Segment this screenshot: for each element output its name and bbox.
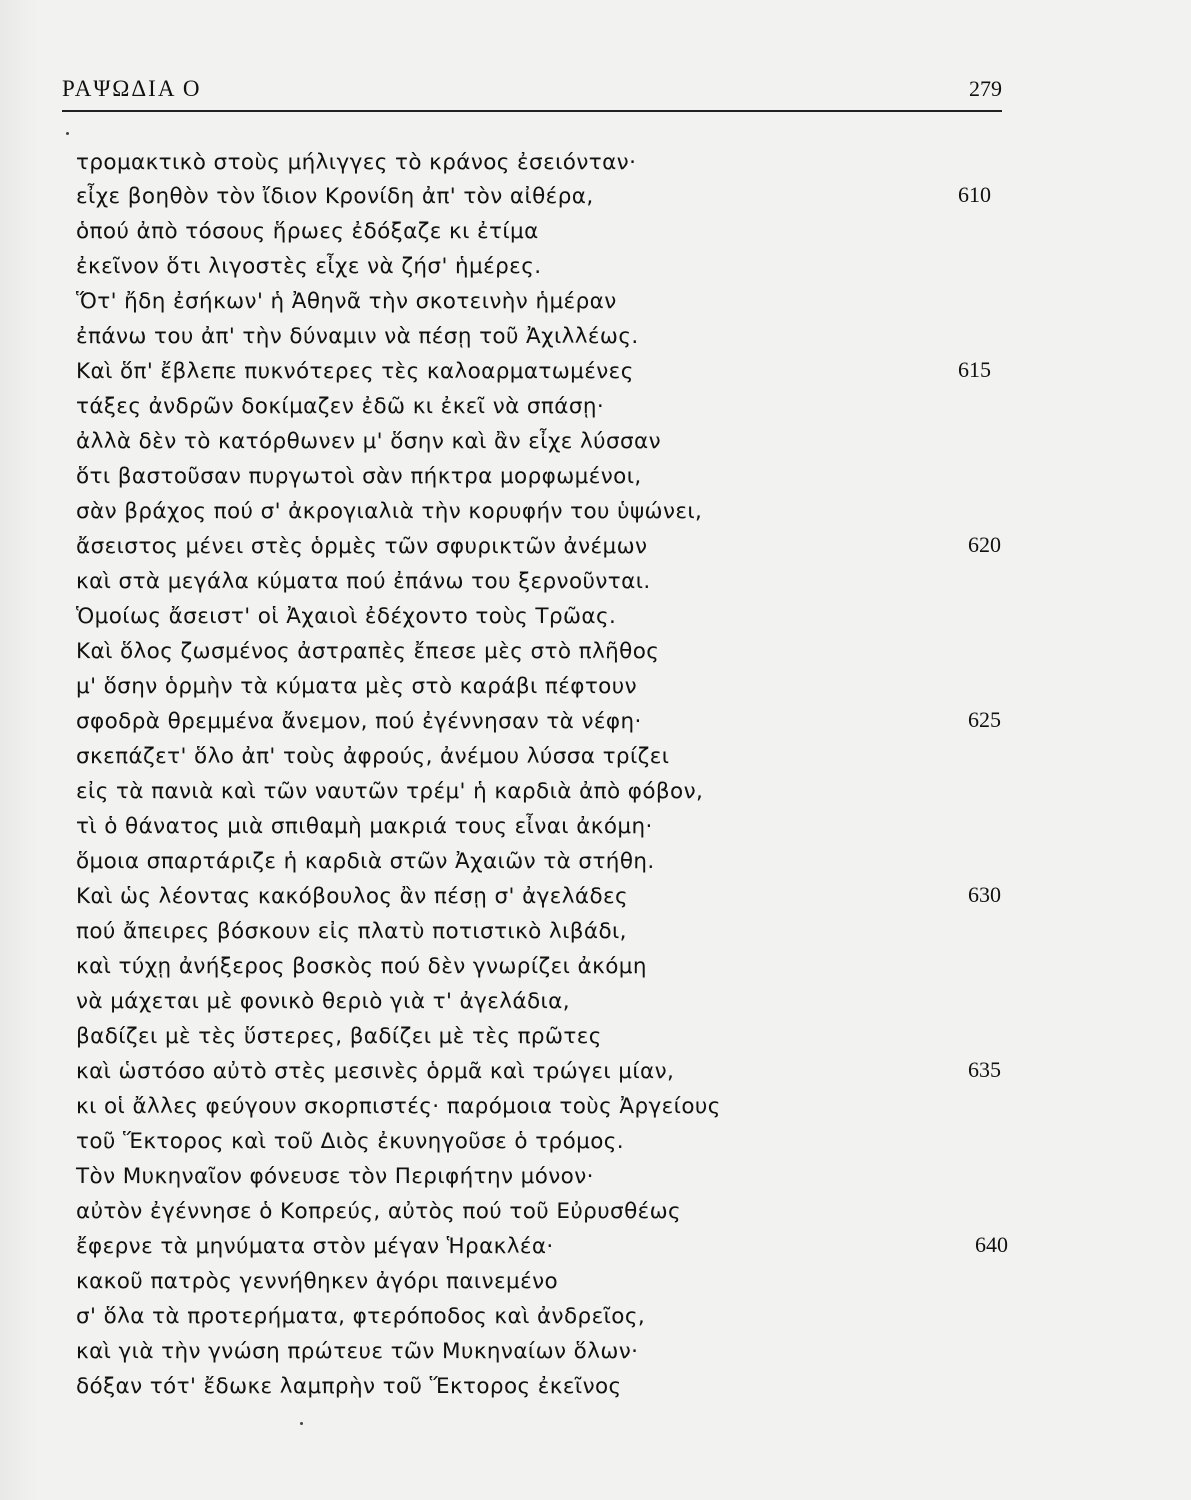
verse-line: δόξαν τότ' ἔδωκε λαμπρὴν τοῦ Ἕκτορος ἐκεῖνος xyxy=(76,1374,622,1399)
verse-line: ὁπού ἀπὸ τόσους ἥρωες ἐδόξαζε κι ἐτίμα xyxy=(76,219,539,244)
verse-line: αὐτὸν ἐγέννησε ὁ Κοπρεύς, αὐτὸς πού τοῦ Εὐρυσθέως xyxy=(76,1199,682,1224)
verse-line: καὶ ὡστόσο αὐτὸ στὲς μεσινὲς ὁρμᾶ καὶ τρώγει μίαν, xyxy=(76,1059,675,1084)
verse-line: ὅμοια σπαρτάριζε ἡ καρδιὰ στῶν Ἀχαιῶν τὰ στήθη. xyxy=(76,849,655,874)
verse-line: σκεπάζετ' ὅλο ἀπ' τοὺς ἀφρούς, ἀνέμου λύσσα τρίζει xyxy=(76,744,670,769)
verse-line: τρομακτικὸ στοὺς μήλιγγες τὸ κράνος ἐσειόνταν· xyxy=(76,150,637,175)
verse-line: καὶ στὰ μεγάλα κύματα πού ἐπάνω του ξερνοῦνται. xyxy=(76,569,651,594)
verse-line: Ὁμοίως ἄσειστ' οἱ Ἀχαιοὶ ἐδέχοντο τοὺς Τρῶας. xyxy=(76,604,617,629)
verse-line: κακοῦ πατρὸς γεννήθηκεν ἀγόρι παινεμένο xyxy=(76,1269,559,1294)
line-number: 635 xyxy=(968,1057,1001,1082)
verse-line: εἶχε βοηθὸν τὸν ἴδιον Κρονίδη ἀπ' τὸν αἰθέρα, xyxy=(76,184,594,209)
verse-line: τοῦ Ἕκτορος καὶ τοῦ Διὸς ἐκυνηγοῦσε ὁ τρόμος. xyxy=(76,1129,625,1154)
verse-line: ἀλλὰ δὲν τὸ κατόρθωνεν μ' ὅσην καὶ ἂν εἶχε λύσσαν xyxy=(76,429,662,454)
line-number: 630 xyxy=(968,882,1001,907)
verse-line: τάξες ἀνδρῶν δοκίμαζεν ἐδῶ κι ἐκεῖ νὰ σπάσῃ· xyxy=(76,394,605,419)
verse-line: Καὶ ὅπ' ἔβλεπε πυκνότερες τὲς καλοαρματωμένες xyxy=(76,359,634,384)
verse-line: σὰν βράχος πού σ' ἀκρογιαλιὰ τὴν κορυφήν του ὑψώνει, xyxy=(76,499,703,524)
verse-line: ἐκεῖνον ὅτι λιγοστὲς εἶχε νὰ ζήσ' ἡμέρες. xyxy=(76,254,542,279)
line-number: 625 xyxy=(968,707,1001,732)
verse-line: καὶ γιὰ τὴν γνώση πρώτευε τῶν Μυκηναίων ὅλων· xyxy=(76,1339,639,1364)
verse-line: ὅτι βαστοῦσαν πυργωτοὶ σὰν πήκτρα μορφωμένοι, xyxy=(76,464,642,489)
running-head: ΡΑΨΩΔΙΑ Ο xyxy=(62,76,202,101)
verse-line: σφοδρὰ θρεμμένα ἄνεμον, πού ἐγέννησαν τὰ νέφη· xyxy=(76,709,642,734)
verse-line: Ὅτ' ἤδη ἐσήκων' ἡ Ἀθηνᾶ τὴν σκοτεινὴν ἡμέραν xyxy=(76,289,617,314)
verse-line: ἔφερνε τὰ μηνύματα στὸν μέγαν Ἡρακλέα· xyxy=(76,1234,554,1259)
line-number: 610 xyxy=(958,182,991,207)
verse-line: ἐπάνω του ἀπ' τὴν δύναμιν νὰ πέσῃ τοῦ Ἀχιλλέως. xyxy=(76,324,639,349)
verse-line: βαδίζει μὲ τὲς ὕστερες, βαδίζει μὲ τὲς πρῶτες xyxy=(76,1024,602,1049)
line-number: 615 xyxy=(958,357,991,382)
verse-line: εἰς τὰ πανιὰ καὶ τῶν ναυτῶν τρέμ' ἡ καρδιὰ ἀπὸ φόβον, xyxy=(76,779,704,804)
verse-line: πού ἄπειρες βόσκουν εἰς πλατὺ ποτιστικὸ λιβάδι, xyxy=(76,919,627,944)
verse-line: τὶ ὁ θάνατος μιὰ σπιθαμὴ μακριά τους εἶναι ἀκόμη· xyxy=(76,814,653,839)
verse-line: μ' ὅσην ὁρμὴν τὰ κύματα μὲς στὸ καράβι πέφτουν xyxy=(76,674,637,699)
ink-speck xyxy=(300,1422,303,1425)
verse-line: νὰ μάχεται μὲ φονικὸ θεριὸ γιὰ τ' ἀγελάδια, xyxy=(76,989,570,1014)
verse-line: σ' ὅλα τὰ προτερήματα, φτερόποδος καὶ ἀνδρεῖος, xyxy=(76,1304,646,1329)
line-number: 640 xyxy=(975,1232,1008,1257)
verse-line: καὶ τύχῃ ἀνήξερος βοσκὸς πού δὲν γνωρίζει ἀκόμη xyxy=(76,954,647,979)
verse-line: ἄσειστος μένει στὲς ὁρμὲς τῶν σφυρικτῶν ἀνέμων xyxy=(76,534,648,559)
page-number: 279 xyxy=(969,76,1002,101)
verse-line: Καὶ ὡς λέοντας κακόβουλος ἂν πέσῃ σ' ἀγελάδες xyxy=(76,884,629,909)
line-number: 620 xyxy=(968,532,1001,557)
verse-line: κι οἱ ἄλλες φεύγουν σκορπιστές· παρόμοια τοὺς Ἀργείους xyxy=(76,1094,721,1119)
verse-line: Καὶ ὅλος ζωσμένος ἀστραπὲς ἔπεσε μὲς στὸ πλῆθος xyxy=(76,639,660,664)
verse-line: Τὸν Μυκηναῖον φόνευσε τὸν Περιφήτην μόνον· xyxy=(76,1164,594,1189)
